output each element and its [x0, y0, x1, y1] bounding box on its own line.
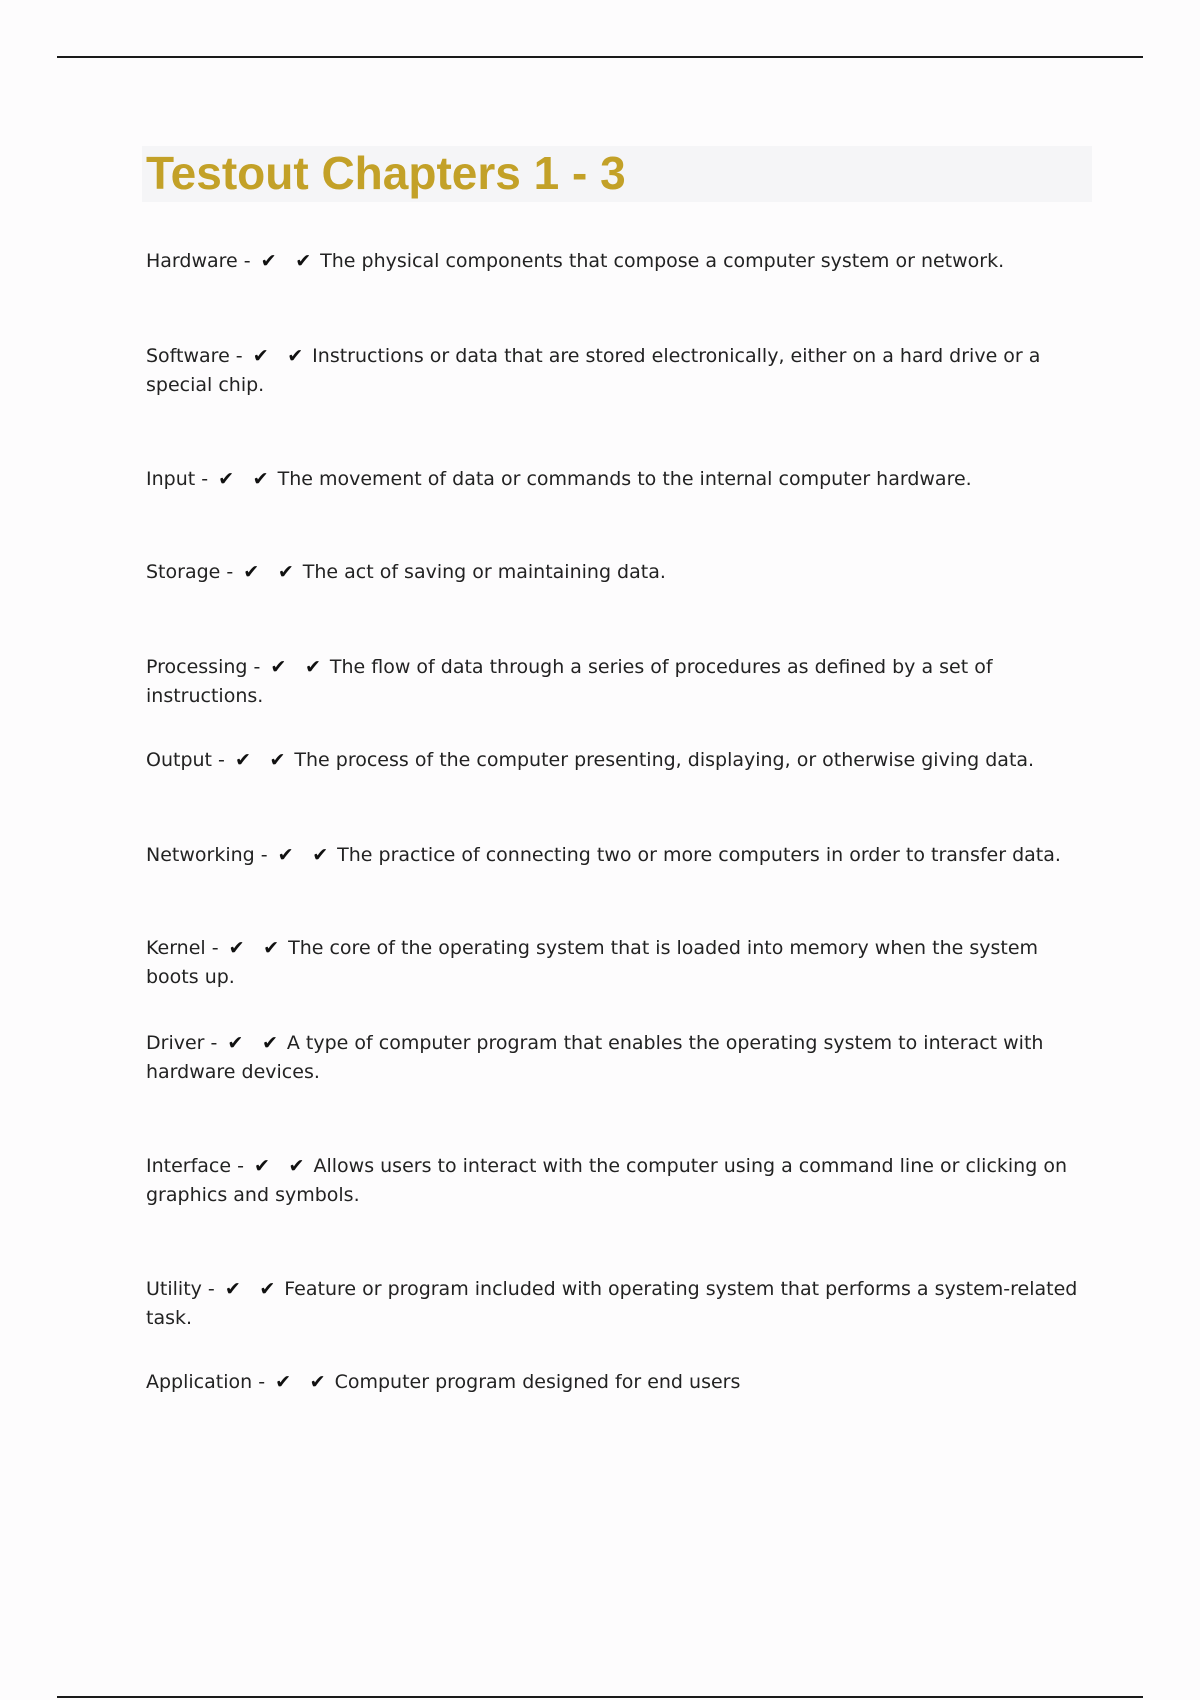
entry-storage [146, 558, 1092, 587]
checkmark-icon: ✔ ✔ [228, 937, 286, 959]
entry-input [146, 465, 1092, 494]
entry-separator: - [229, 345, 249, 367]
entry-kernel [146, 934, 1092, 992]
entry-definition: Allows users to interact with the computer using a command line or clicking on graphics and symbols. [146, 1155, 1067, 1206]
entry-separator: - [201, 1278, 221, 1300]
entry-separator: - [247, 656, 267, 678]
entry-definition: The process of the computer presenting, displaying, or otherwise giving data. [294, 749, 1035, 771]
checkmark-icon: ✔ ✔ [234, 749, 292, 771]
entry-software [146, 342, 1092, 400]
entry-separator: - [205, 937, 225, 959]
entry-term: Utility [146, 1278, 202, 1300]
page-title: Testout Chapters 1 - 3 [146, 147, 626, 199]
entry-output [146, 746, 1092, 775]
entry-separator: - [212, 749, 231, 771]
entry-term: Software [146, 345, 230, 367]
checkmark-icon: ✔ ✔ [224, 1278, 282, 1300]
entry-separator: - [237, 250, 257, 272]
entry-term: Output [146, 749, 212, 771]
entry-term: Input [146, 468, 196, 490]
entry-definition: A type of computer program that enables the operating system to interact with hardware devices. [146, 1032, 1044, 1083]
entry-term: Networking [146, 844, 255, 866]
entry-separator: - [195, 468, 215, 490]
entry-separator: - [254, 844, 274, 866]
entry-definition: The movement of data or commands to the internal computer hardware. [277, 468, 972, 490]
entry-term: Hardware [146, 250, 238, 272]
entry-definition: Instructions or data that are stored electronically, either on a hard drive or a special chip. [146, 345, 1041, 396]
entry-term: Application [146, 1371, 253, 1393]
checkmark-icon: ✔ ✔ [243, 561, 300, 583]
entry-definition: Feature or program included with operating system that performs a system-related task. [146, 1278, 1078, 1329]
entry-definition: The physical components that compose a computer system or network. [320, 250, 1005, 272]
entry-hardware [146, 247, 1092, 276]
checkmark-icon: ✔ ✔ [260, 250, 318, 272]
entry-definition: The act of saving or maintaining data. [302, 561, 666, 583]
entry-term: Storage [146, 561, 221, 583]
checkmark-icon: ✔ ✔ [252, 345, 310, 367]
entry-separator: - [231, 1155, 251, 1177]
entry-term: Kernel [146, 937, 206, 959]
entry-processing [146, 653, 1092, 711]
entry-networking [146, 841, 1092, 870]
checkmark-icon: ✔ ✔ [218, 468, 275, 490]
entry-application [146, 1368, 1092, 1397]
checkmark-icon: ✔ ✔ [254, 1155, 311, 1177]
entry-separator: - [220, 561, 240, 583]
entry-definition: Computer program designed for end users [334, 1371, 741, 1393]
bottom-rule [57, 1696, 1143, 1698]
top-rule [57, 56, 1143, 58]
entry-term: Driver [146, 1032, 205, 1054]
entry-interface [146, 1152, 1092, 1210]
entry-driver [146, 1029, 1092, 1087]
checkmark-icon: ✔ ✔ [270, 656, 327, 678]
checkmark-icon: ✔ ✔ [227, 1032, 284, 1054]
checkmark-icon: ✔ ✔ [277, 844, 335, 866]
entry-term: Interface [146, 1155, 232, 1177]
entry-definition: The flow of data through a series of procedures as defined by a set of instructions. [146, 656, 993, 707]
entry-separator: - [252, 1371, 272, 1393]
entry-utility [146, 1275, 1092, 1333]
entry-definition: The practice of connecting two or more computers in order to transfer data. [337, 844, 1061, 866]
entry-definition: The core of the operating system that is loaded into memory when the system boots up. [146, 937, 1039, 988]
entry-term: Processing [146, 656, 248, 678]
checkmark-icon: ✔ ✔ [275, 1371, 332, 1393]
entry-separator: - [204, 1032, 224, 1054]
